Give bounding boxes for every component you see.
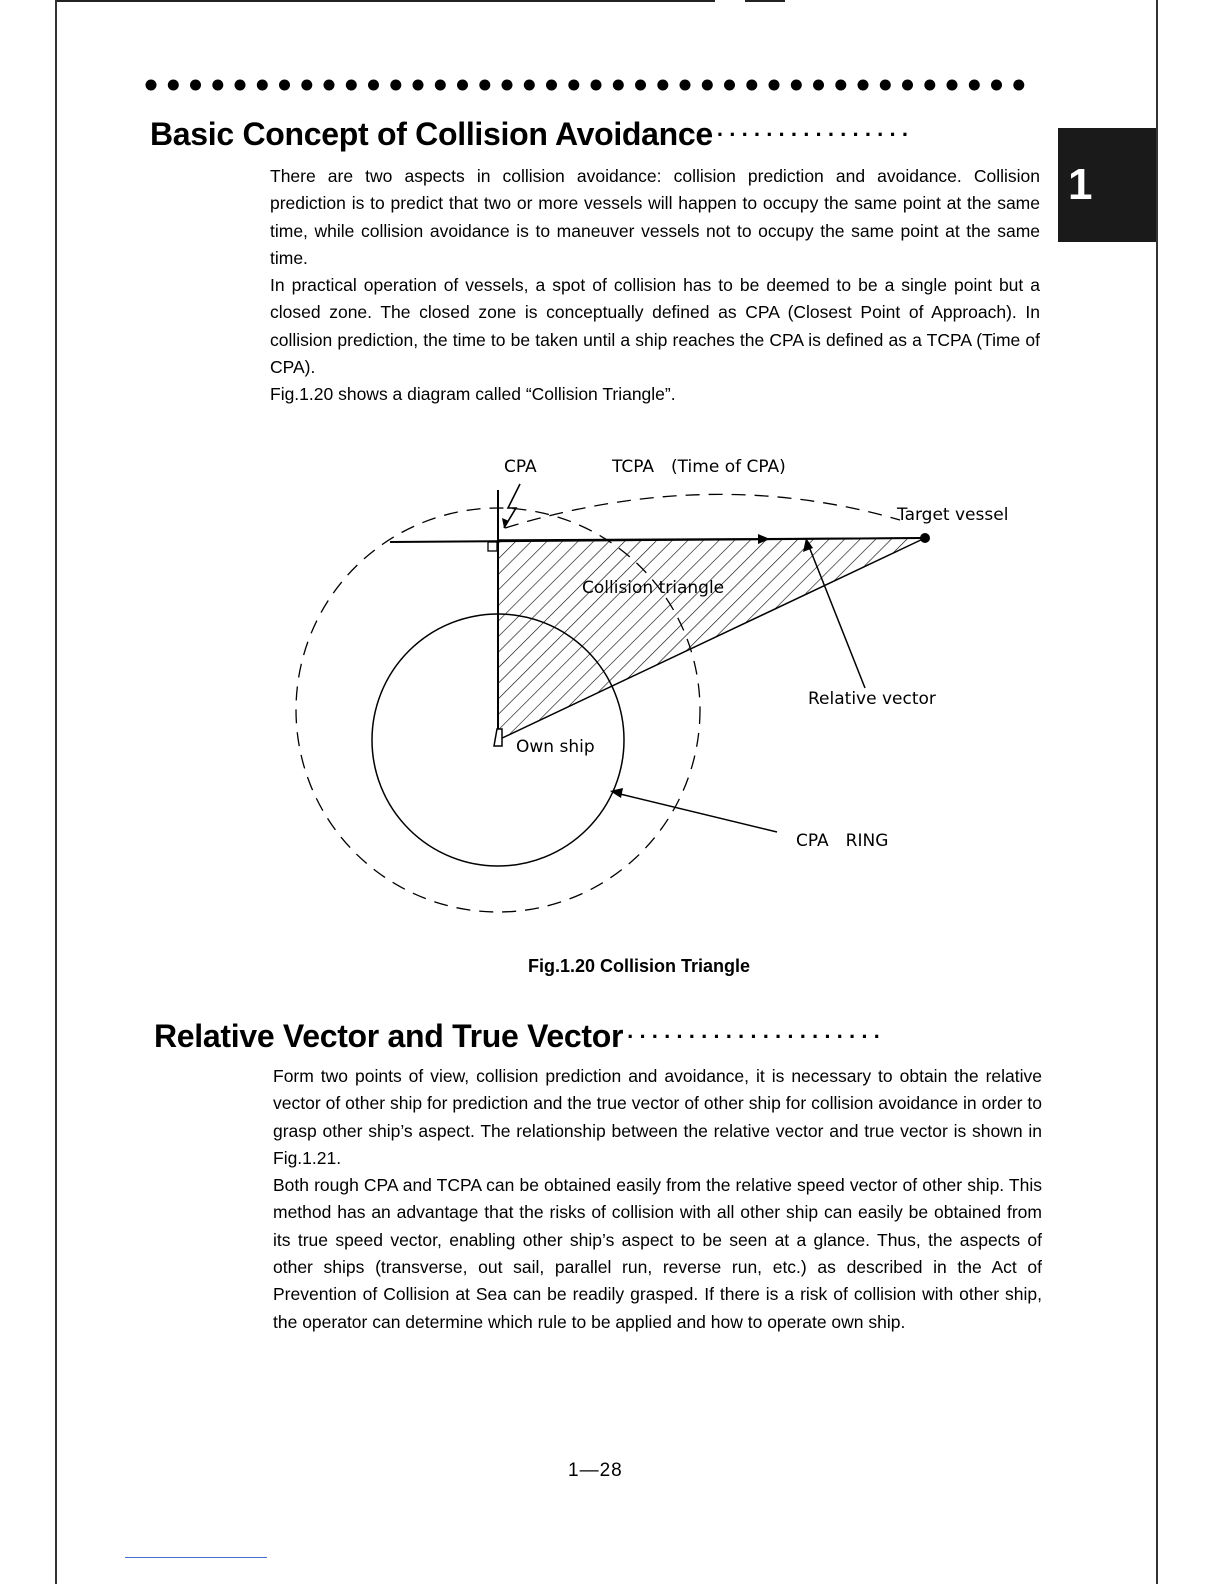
divider-dot [257, 80, 268, 91]
divider-dot [702, 80, 713, 91]
heading-leader: ····················· [627, 1023, 886, 1049]
divider-dot [502, 80, 513, 91]
divider-dot [235, 80, 246, 91]
collision-triangle-diagram [280, 450, 1040, 950]
divider-dot [279, 80, 290, 91]
tcpa-dashed-arc [505, 494, 900, 528]
paragraph: In practical operation of vessels, a spot of collision has to be deemed to be a single point but a closed zone. The closed zone is conceptually defined as CPA (Closest Point of Approach). In collision prediction, the time to be taken until a ship reaches the CPA is defined as a TCPA (Time of CPA). [270, 275, 1040, 378]
divider-dot [457, 80, 468, 91]
bottom-rule [125, 1557, 267, 1558]
label-cpa-ring: CPA RING [796, 831, 889, 851]
figure-caption: Fig.1.20 Collision Triangle [528, 956, 751, 976]
page-number: 1—28 [568, 1460, 623, 1481]
divider-dot [524, 80, 535, 91]
divider-dot [902, 80, 913, 91]
paragraph: Fig.1.20 shows a diagram called “Collision Triangle”. [270, 384, 676, 405]
divider-dot [546, 80, 557, 91]
divider-dot [168, 80, 179, 91]
cpa-ring-leader [616, 793, 777, 832]
divider-dot [301, 80, 312, 91]
right-margin-rule [1156, 0, 1158, 1584]
divider-dot [969, 80, 980, 91]
section-heading-collision-avoidance [150, 116, 914, 153]
top-rule [55, 0, 715, 2]
divider-dot [858, 80, 869, 91]
label-tcpa: TCPA (Time of CPA) [612, 457, 786, 477]
divider-dot [880, 80, 891, 91]
divider-dot [568, 80, 579, 91]
divider-dot [791, 80, 802, 91]
paragraph: There are two aspects in collision avoidance: collision prediction and avoidance. Collision prediction is to predict that two or more vessels will happen to occupy the same point at the same time, while collision avoidance is to maneuver vessels not to occupy the same point at the same time. [270, 166, 1040, 268]
divider-dot [991, 80, 1002, 91]
label-relative-vector: Relative vector [808, 689, 936, 709]
collision-triangle [498, 538, 925, 740]
chapter-tab: 1 [1058, 128, 1156, 242]
heading-text: Relative Vector and True Vector [154, 1018, 624, 1054]
divider-dot [390, 80, 401, 91]
divider-dot [146, 80, 157, 91]
divider-dot [680, 80, 691, 91]
divider-dot [324, 80, 335, 91]
divider-dot [635, 80, 646, 91]
label-target-vessel: Target vessel [897, 505, 1009, 525]
divider-dot [657, 80, 668, 91]
top-rule-fragment [745, 0, 785, 2]
label-collision-triangle: Collision triangle [582, 578, 725, 598]
section-heading-relative-vector [154, 1018, 886, 1055]
divider-dot [435, 80, 446, 91]
paragraph: Both rough CPA and TCPA can be obtained easily from the relative speed vector of other ship. This method has an advantage that the risks of collision with all other ship can easily be obtained from its true speed vector, enabling other ship’s aspect to be seen at a glance. Thus, the aspects of other ships (transverse, out sail, parallel run, reverse run, etc.) as described in the Act of Prevention of Collision at Sea can be readily grasped. If there is a risk of collision with other ship, the operator can determine which rule to be applied and how to operate own ship. [273, 1175, 1042, 1332]
divider-dot [947, 80, 958, 91]
divider-dot [924, 80, 935, 91]
right-angle-marker [488, 542, 497, 551]
divider-dot [479, 80, 490, 91]
divider-dot [769, 80, 780, 91]
label-cpa: CPA [504, 457, 537, 477]
divider-dot [346, 80, 357, 91]
divider-dot [413, 80, 424, 91]
divider-dot [835, 80, 846, 91]
divider-dot [591, 80, 602, 91]
heading-text: Basic Concept of Collision Avoidance [150, 116, 713, 152]
divider-dot [190, 80, 201, 91]
label-own-ship: Own ship [516, 737, 595, 757]
divider-dot [746, 80, 757, 91]
divider-dot [613, 80, 624, 91]
divider-dot [813, 80, 824, 91]
heading-leader: ················ [716, 121, 915, 147]
divider-dot [724, 80, 735, 91]
paragraph: Form two points of view, collision prediction and avoidance, it is necessary to obtain the relative vector of other ship for prediction and the true vector of other ship for collision avoidance in order to grasp other ship’s aspect. The relationship between the relative vector and true vector is shown in Fig.1.21. [273, 1066, 1042, 1168]
dot-divider [145, 74, 1035, 94]
divider-dot [212, 80, 223, 91]
section1-body [270, 163, 1040, 409]
section2-body [273, 1063, 1042, 1336]
target-vessel-icon [920, 533, 930, 543]
left-margin-rule [55, 0, 57, 1584]
divider-dot [1013, 80, 1024, 91]
own-ship-icon [494, 729, 502, 746]
divider-dot [368, 80, 379, 91]
